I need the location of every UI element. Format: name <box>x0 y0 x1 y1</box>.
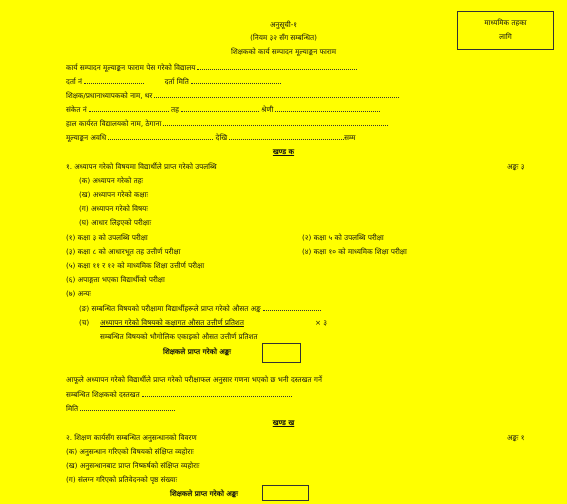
section-kha-title: खण्ड ख <box>272 418 295 427</box>
teacher-name-label: शिक्षक/प्रधानाध्यापकको नाम, थर <box>66 91 153 100</box>
section-ka-teacher-marks-label: शिक्षकले प्राप्त गरेको अङ्कः <box>163 347 231 356</box>
average-marks-input-line[interactable] <box>263 303 321 311</box>
exam-option-1: (१) कक्षा ३ को उपलब्धि परीक्षा <box>66 233 148 242</box>
declaration-date-row <box>66 403 175 413</box>
rule-reference: (नियम ३२ सँग सम्बन्धित) <box>250 33 317 42</box>
eval-from-input-line[interactable] <box>108 132 213 140</box>
declaration-date-input-line[interactable] <box>80 403 175 411</box>
subitem-ka: (क) अध्यापन गरेको तहः <box>79 176 144 185</box>
reg-no-input-line[interactable] <box>84 76 144 84</box>
current-school-input-line[interactable] <box>163 118 388 126</box>
subitem-gha: (घ) आधार लिइएको परीक्षाः <box>79 218 152 227</box>
school-input-line[interactable] <box>197 62 357 70</box>
question-2: २. शिक्षण कार्यसँग सम्बन्धित अनुसन्धानको विवरण <box>66 433 197 442</box>
declaration-text: आफूले अध्यापन गरेको विद्यार्थीले प्राप्त गरेको परीक्षाफल अनुसार गणना भएको छ भनी दस्तखत गर्ने <box>66 375 322 384</box>
teacher-name-input-line[interactable] <box>154 90 399 98</box>
section-ka-title: खण्ड क <box>272 147 295 156</box>
registration-row <box>66 76 281 86</box>
eval-to-input-line[interactable] <box>229 132 344 140</box>
symbol-no-input-line[interactable] <box>89 104 169 112</box>
reg-date-label: दर्ता मिति <box>164 77 189 86</box>
level-label: तह <box>171 105 179 114</box>
exam-option-5: (५) कक्षा ११ र १२ को माध्यमिक शिक्षा उत्तीर्ण परीक्षा <box>66 261 205 270</box>
evaluation-period-row <box>66 132 355 142</box>
eval-period-label: मूल्याङ्कन अवधि <box>66 133 107 142</box>
exam-option-4: (४) कक्षा १० को माध्यमिक शिक्षा परीक्षा <box>302 247 407 256</box>
cha-label: (च) <box>79 318 90 327</box>
exam-option-7: (७) अन्यः <box>66 289 91 298</box>
grade-input-line[interactable] <box>275 104 380 112</box>
reg-no-label: दर्ता नं <box>66 77 83 86</box>
current-school-field <box>66 118 388 128</box>
signature-input-line[interactable] <box>142 389 292 397</box>
exam-option-6: (६) अपाङ्गता भएका विद्यार्थीको परीक्षा <box>66 275 165 284</box>
level-box <box>457 11 554 50</box>
declaration-date-label: मिति <box>66 404 79 413</box>
exam-option-2: (२) कक्षा ५ को उपलब्धि परीक्षा <box>302 233 384 242</box>
teacher-name-field <box>66 90 399 100</box>
symbol-no-label: संकेत नं <box>66 105 87 114</box>
level-input-line[interactable] <box>181 104 259 112</box>
section-ka-marks-box[interactable] <box>262 343 301 363</box>
grade-label: श्रेणी <box>261 105 274 114</box>
average-marks-row <box>79 303 321 313</box>
annex-number: अनुसूची-१ <box>269 20 298 29</box>
reg-date-input-line[interactable] <box>191 76 281 84</box>
section-kha-teacher-marks-label: शिक्षकले प्राप्त गरेको अङ्कः <box>170 489 238 498</box>
question-1-marks: अङ्कः ३ <box>507 162 525 171</box>
question-2-marks: अङ्कः १ <box>507 433 525 442</box>
subitem-ga: (ग) अध्यापन गरेको विषयः <box>79 204 148 213</box>
school-label: कार्य सम्पादन मूल्याङ्कन फाराम पेस गरेको विद्यालय <box>66 63 196 72</box>
form-title: शिक्षकको कार्य सम्पादन मूल्याङ्कन फाराम <box>230 47 337 56</box>
question-1: १. अध्यापन गरेको विषयमा विद्यार्थीले प्राप्त गरेको उपलब्धि <box>66 162 217 171</box>
signature-label: सम्बन्धित शिक्षकको दस्तखत <box>66 390 140 399</box>
current-school-label: हाल कार्यरत विद्यालयको नाम, ठेगाना <box>66 119 162 128</box>
level-box-line1: माध्यमिक तहका <box>484 18 527 27</box>
section-kha-marks-box[interactable] <box>262 485 309 501</box>
fraction-denominator: सम्बन्धित विषयको भौगोलिक एकाइको औसत उत्तीर्ण प्रतिशत <box>100 332 258 341</box>
research-subject: (क) अनुसन्धान गरिएको विषयको संक्षिप्त व्यहोराः <box>66 447 194 456</box>
fraction-numerator: अध्यापन गरेको विषयको कक्षागत औसत उत्तीर्ण प्रतिशत <box>100 318 244 327</box>
from-label: देखि <box>215 133 228 142</box>
average-marks-label: (ङ) सम्बन्धित विषयको परीक्षामा विद्यार्थीहरूले प्राप्त गरेको औसत अङ्क <box>79 304 261 313</box>
report-page-count: (ग) संलग्न गरिएको प्रतिवेदनको पृष्ठ संख्याः <box>66 475 178 484</box>
exam-option-3: (३) कक्षा ८ को आधारभूत तह उत्तीर्ण परीक्षा <box>66 247 181 256</box>
to-label: सम्म <box>344 133 356 142</box>
symbol-row <box>66 104 380 114</box>
research-conclusion: (ख) अनुसन्धानबाट प्राप्त निष्कर्षको संक्षिप्त व्यहोराः <box>66 461 200 470</box>
signature-row <box>66 389 292 399</box>
level-box-line2: लागि <box>499 32 512 41</box>
fraction-multiplier: × ३ <box>315 318 328 327</box>
school-field <box>66 62 357 72</box>
subitem-kha: (ख) अध्यापन गरेको कक्षाः <box>79 190 148 199</box>
